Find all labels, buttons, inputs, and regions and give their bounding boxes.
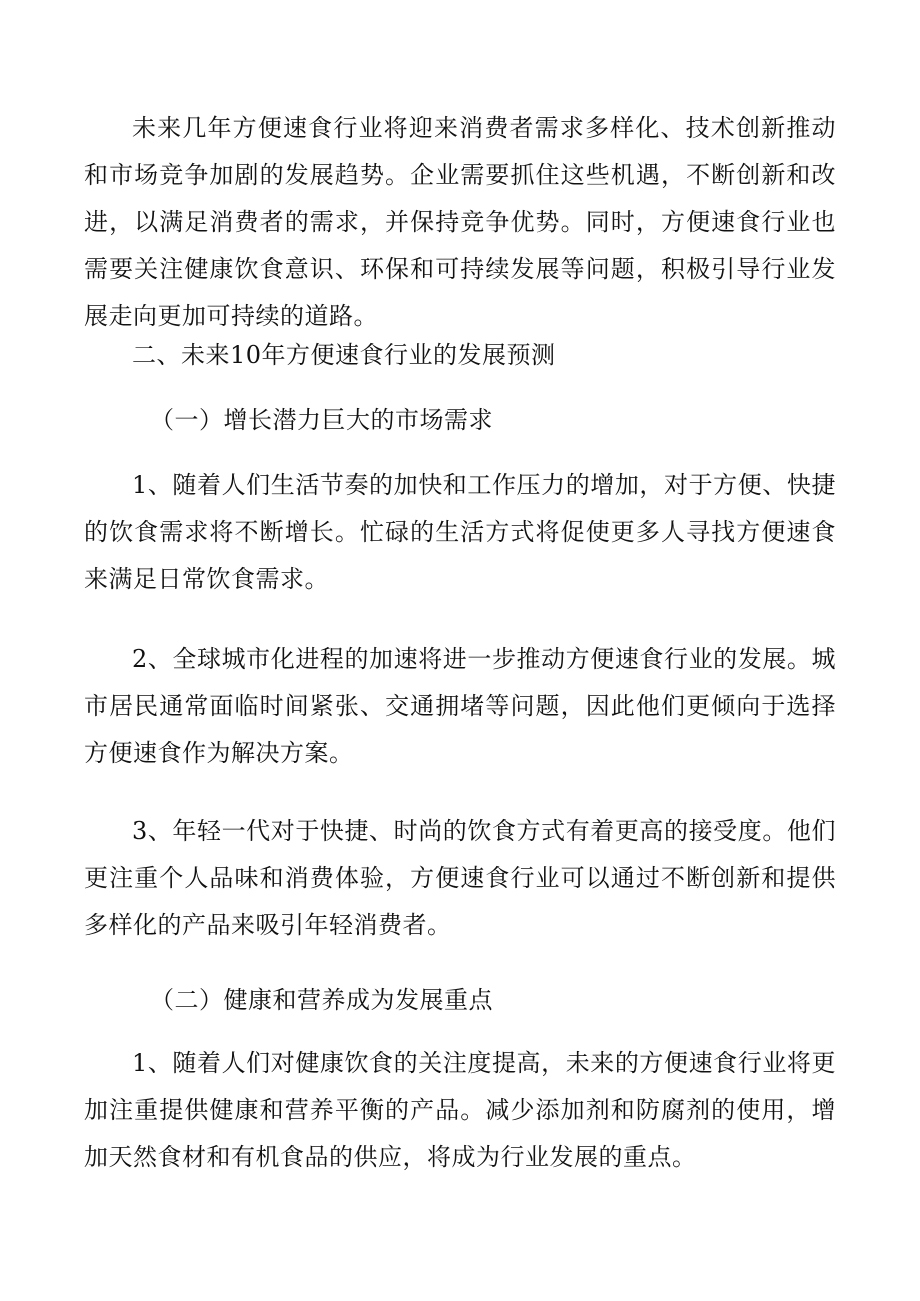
list-item: 1、随着人们生活节奏的加快和工作压力的增加，对于方便、快捷的饮食需求将不断增长。忙碌的生活方式将促使更多人寻找方便速食来满足日常饮食需求。 (84, 471, 836, 593)
list-item: 3、年轻一代对于快捷、时尚的饮食方式有着更高的接受度。他们更注重个人品味和消费体验，方便速食行业可以通过不断创新和提供多样化的产品来吸引年轻消费者。 (84, 817, 836, 939)
section-heading: 二、未来10年方便速食行业的发展预测 (132, 341, 556, 369)
subsection-heading: （二）健康和营养成为发展重点 (150, 986, 493, 1014)
subsection-heading: （一）增长潜力巨大的市场需求 (150, 406, 493, 434)
list-item: 2、全球城市化进程的加速将进一步推动方便速食行业的发展。城市居民通常面临时间紧张、交通拥堵等问题，因此他们更倾向于选择方便速食作为解决方案。 (84, 645, 836, 767)
list-item: 1、随着人们对健康饮食的关注度提高，未来的方便速食行业将更加注重提供健康和营养平衡的产品。减少添加剂和防腐剂的使用，增加天然食材和有机食品的供应，将成为行业发展的重点。 (84, 1049, 836, 1171)
intro-paragraph: 未来几年方便速食行业将迎来消费者需求多样化、技术创新推动和市场竞争加剧的发展趋势。企业需要抓住这些机遇，不断创新和改进，以满足消费者的需求，并保持竞争优势。同时，方便速食行业也需要关注健康饮食意识、环保和可持续发展等问题，积极引导行业发展走向更加可持续的道路。 (84, 114, 836, 330)
